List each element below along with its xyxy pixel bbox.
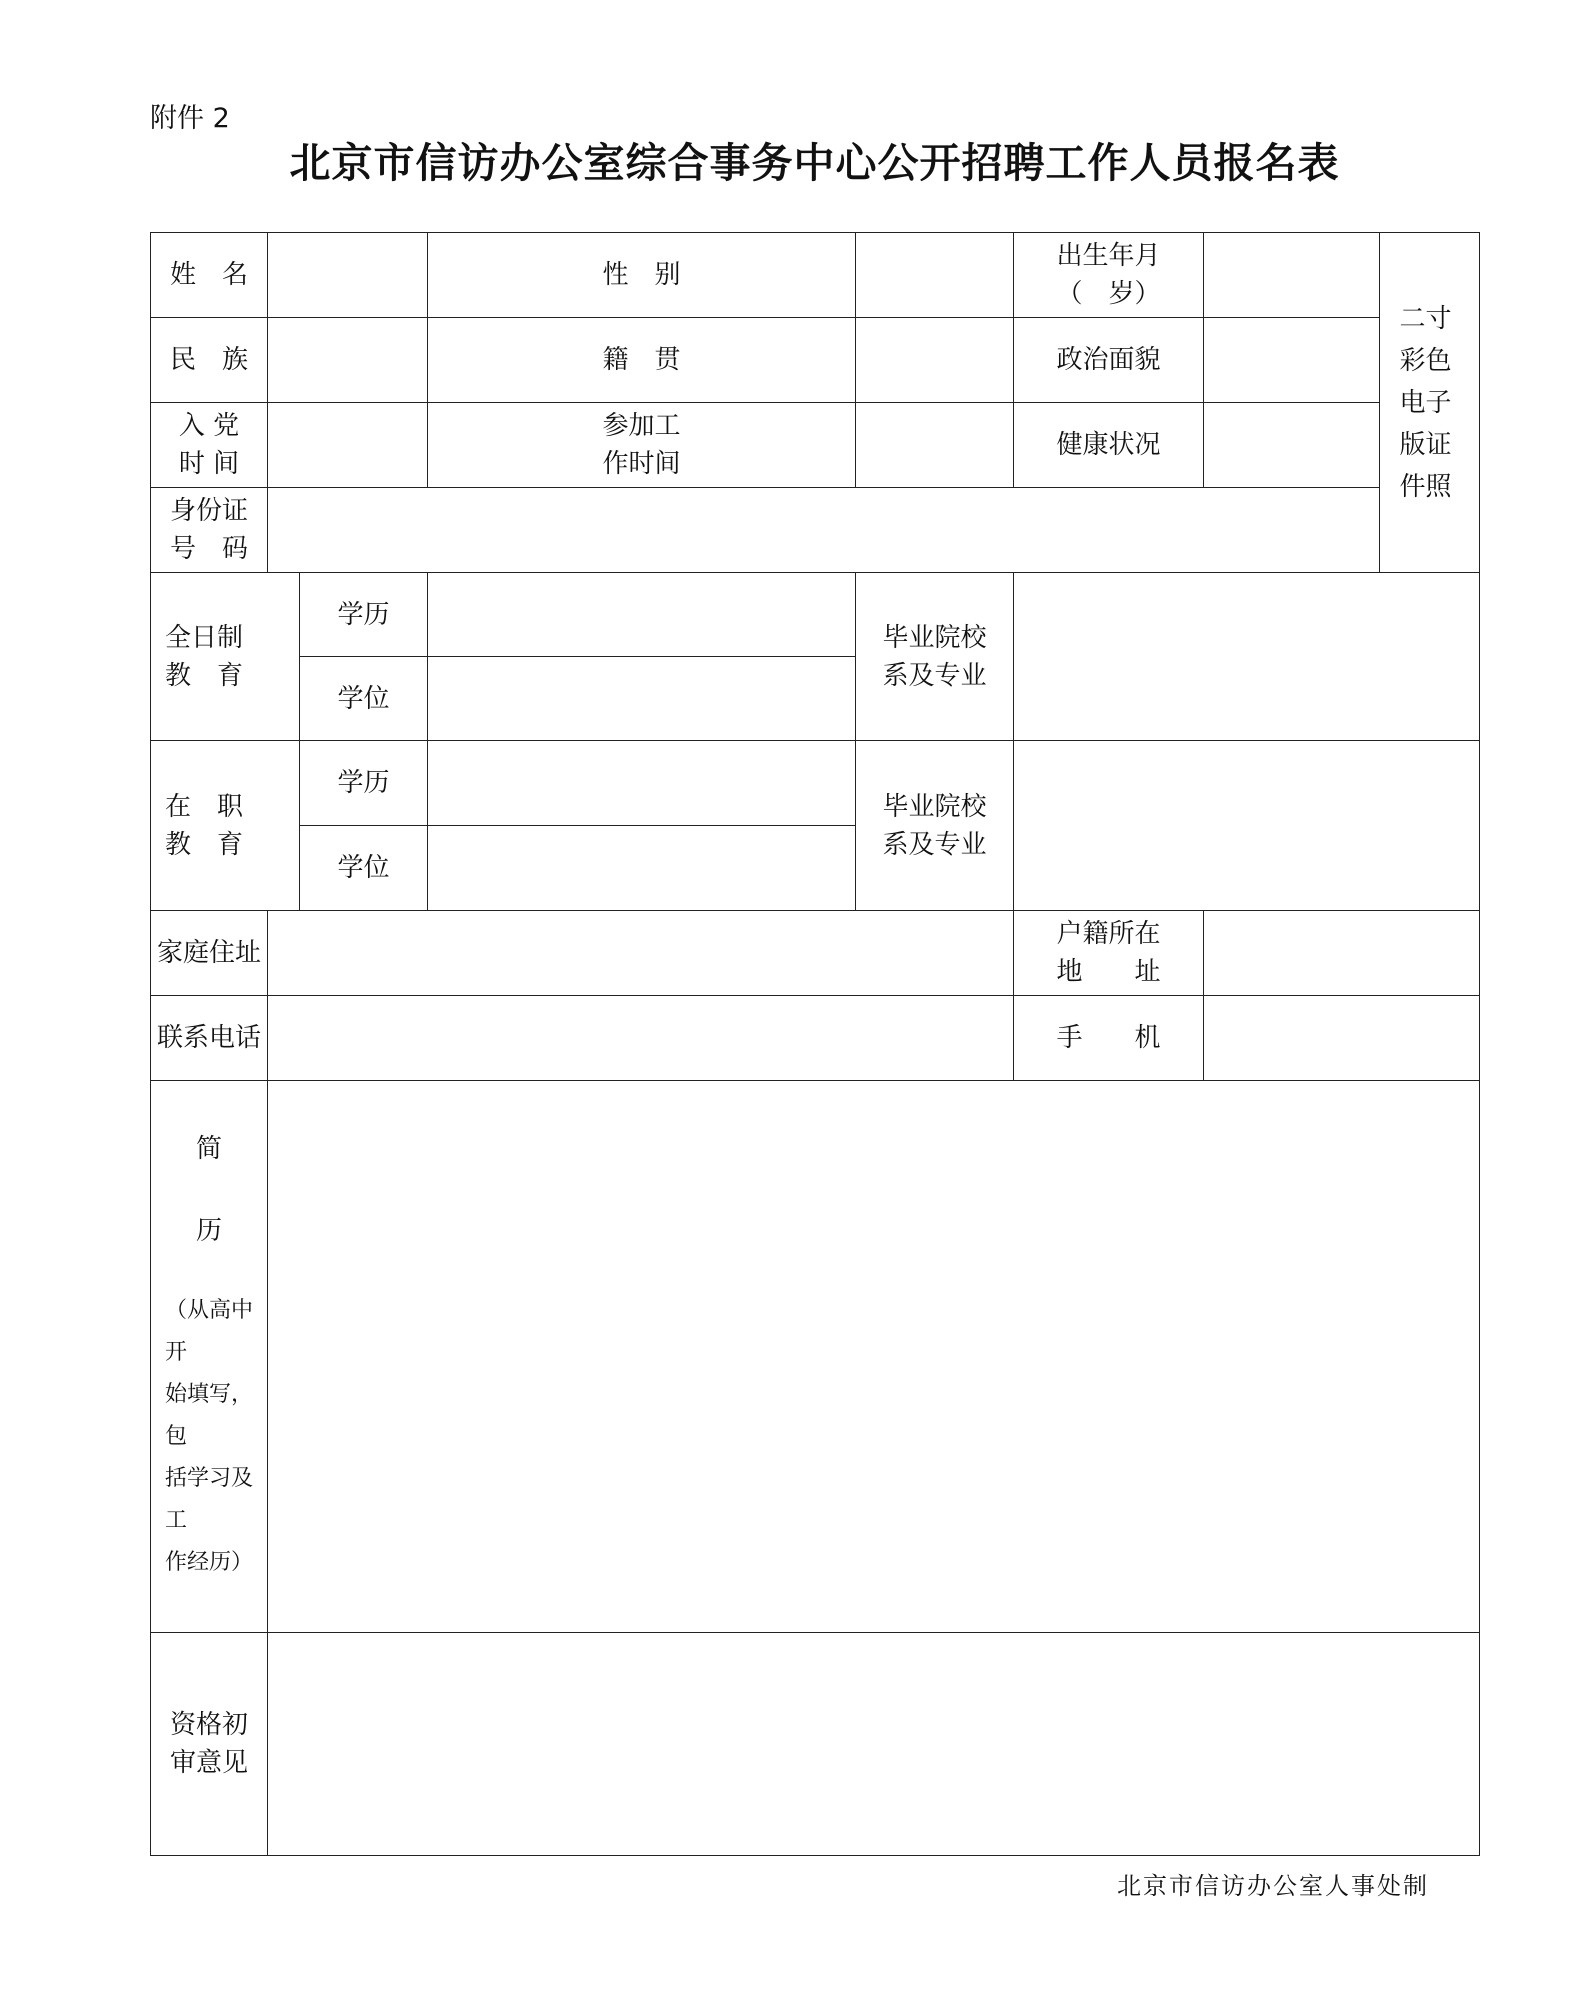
label-fulltime-degree: 学位: [300, 657, 428, 741]
label-fulltime-education: 全日制 教 育: [151, 573, 300, 741]
row-basic-3: [151, 403, 1480, 488]
label-inservice-education: 在 职 教 育: [151, 741, 300, 911]
field-fulltime-edu[interactable]: [428, 573, 856, 657]
label-gender: 性 别: [428, 233, 856, 318]
field-ethnicity[interactable]: [268, 318, 428, 403]
label-political-status: 政治面貌: [1014, 318, 1204, 403]
row-address: [151, 911, 1480, 996]
label-ethnicity: 民 族: [151, 318, 268, 403]
label-work-time: 参加工 作时间: [428, 403, 856, 488]
field-gender[interactable]: [856, 233, 1014, 318]
field-fulltime-school[interactable]: [1014, 573, 1480, 741]
field-inservice-edu[interactable]: [428, 741, 856, 826]
row-phone: [151, 996, 1480, 1081]
label-review: 资格初 审意见: [151, 1633, 268, 1856]
label-fulltime-school: 毕业院校 系及专业: [856, 573, 1014, 741]
label-fulltime-edu: 学历: [300, 573, 428, 657]
row-basic-2: [151, 318, 1480, 403]
field-name[interactable]: [268, 233, 428, 318]
field-work-time[interactable]: [856, 403, 1014, 488]
field-inservice-degree[interactable]: [428, 826, 856, 911]
field-phone[interactable]: [268, 996, 1014, 1081]
attachment-label: 附件 2: [150, 103, 230, 134]
field-id-number[interactable]: [268, 488, 1380, 573]
row-resume: [151, 1081, 1480, 1633]
field-party-time[interactable]: [268, 403, 428, 488]
field-birth[interactable]: [1204, 233, 1380, 318]
label-party-time: 入 党 时 间: [151, 403, 268, 488]
label-birth: 出生年月 （ 岁）: [1014, 233, 1204, 318]
label-health: 健康状况: [1014, 403, 1204, 488]
label-inservice-school: 毕业院校 系及专业: [856, 741, 1014, 911]
footer-issuer: 北京市信访办公室人事处制: [1117, 1872, 1429, 1900]
field-political-status[interactable]: [1204, 318, 1380, 403]
label-inservice-edu: 学历: [300, 741, 428, 826]
field-hukou-address[interactable]: [1204, 911, 1480, 996]
field-resume[interactable]: [268, 1081, 1480, 1633]
field-health[interactable]: [1204, 403, 1380, 488]
label-native-place: 籍 贯: [428, 318, 856, 403]
form-title: 北京市信访办公室综合事务中心公开招聘工作人员报名表: [289, 139, 1340, 187]
registration-form-table: [150, 232, 1480, 1856]
label-phone: 联系电话: [151, 996, 268, 1081]
label-mobile: 手 机: [1014, 996, 1204, 1081]
field-fulltime-degree[interactable]: [428, 657, 856, 741]
field-review[interactable]: [268, 1633, 1480, 1856]
label-hukou-address: 户籍所在 地 址: [1014, 911, 1204, 996]
label-resume: 简 历 （从高中开 始填写，包 括学习及工 作经历）: [151, 1081, 268, 1633]
row-fulltime-degree: [151, 573, 1480, 657]
label-name: 姓 名: [151, 233, 268, 318]
field-native-place[interactable]: [856, 318, 1014, 403]
photo-box[interactable]: 二寸 彩色 电子 版证 件照: [1380, 233, 1480, 573]
field-inservice-school[interactable]: [1014, 741, 1480, 911]
label-home-address: 家庭住址: [151, 911, 268, 996]
field-mobile[interactable]: [1204, 996, 1480, 1081]
field-home-address[interactable]: [268, 911, 1014, 996]
label-id-number: 身份证 号 码: [151, 488, 268, 573]
label-inservice-degree: 学位: [300, 826, 428, 911]
row-id: [151, 488, 1480, 573]
row-review: [151, 1633, 1480, 1856]
row-basic-1: [151, 233, 1480, 318]
row-inservice-degree: [151, 741, 1480, 826]
